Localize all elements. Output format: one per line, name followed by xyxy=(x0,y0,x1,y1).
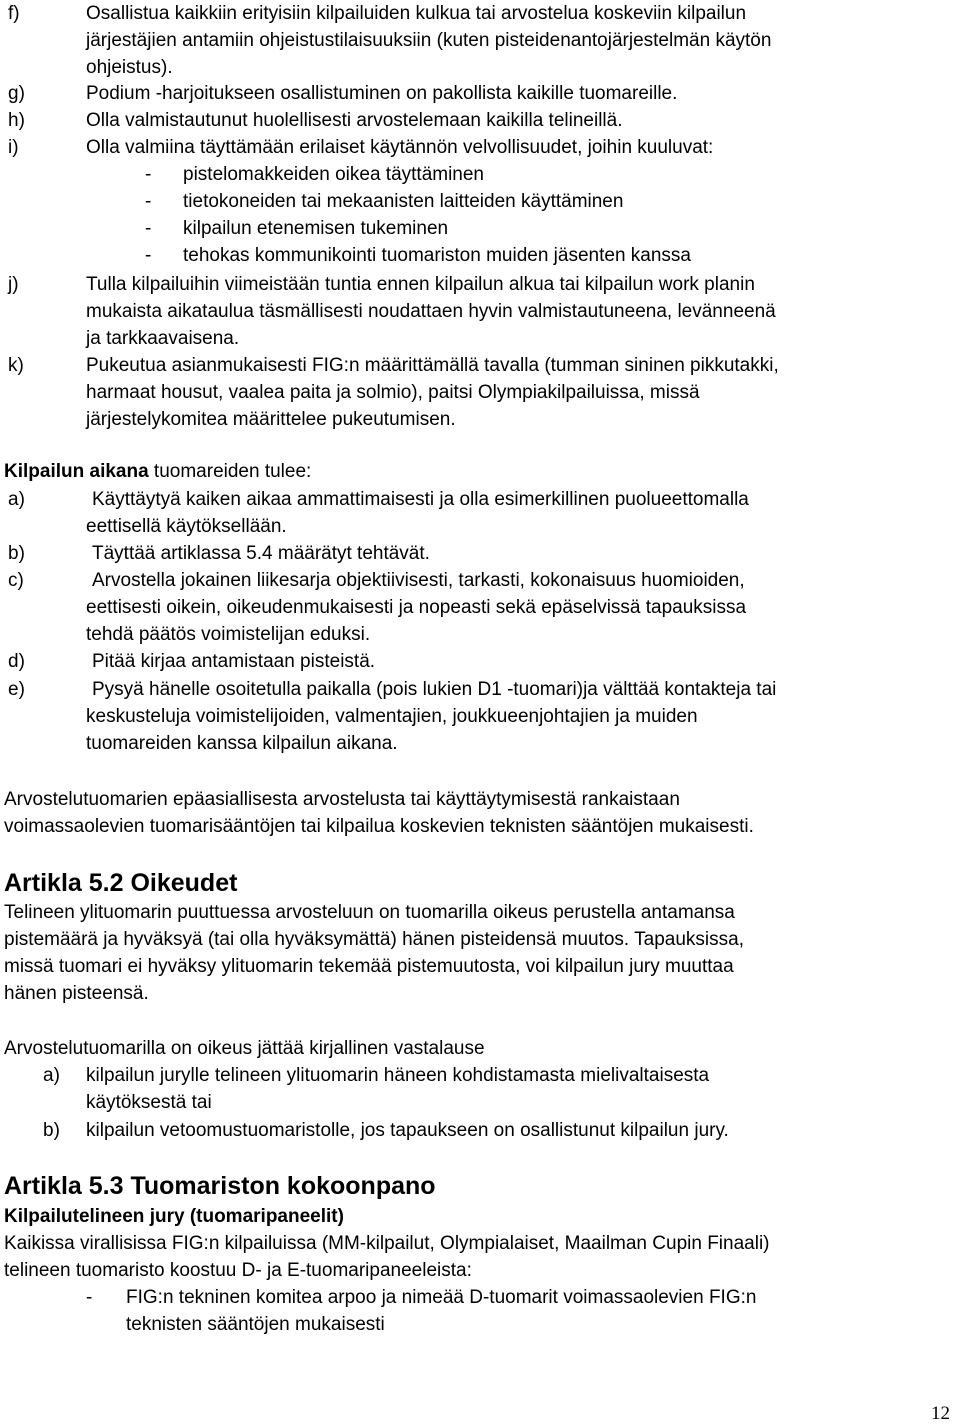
text-line: Pukeutua asianmukaisesti FIG:n määrittämällä tavalla (tumman sininen pikkutakki, xyxy=(86,355,779,376)
list-label: f) xyxy=(8,3,20,24)
text-line: kilpailun vetoomustuomaristolle, jos tapaukseen on osallistunut kilpailun jury. xyxy=(86,1120,729,1141)
text-line: ohjeistus). xyxy=(86,57,173,78)
text-line: pistemäärä ja hyväksyä (tai olla hyväksymättä) hänen pisteidensä muutos. Tapauksissa, xyxy=(4,929,744,950)
list-label: a) xyxy=(43,1065,60,1086)
text-line: harmaat housut, vaalea paita ja solmio), paitsi Olympiakilpailuissa, missä xyxy=(86,382,700,403)
text-line: Tulla kilpailuihin viimeistään tuntia ennen kilpailun alkua tai kilpailun work planin xyxy=(86,274,755,295)
list-label: k) xyxy=(8,355,24,376)
dash-bullet: - xyxy=(86,1287,93,1308)
list-label: i) xyxy=(8,137,19,158)
subheading: Kilpailutelineen jury (tuomaripaneelit) xyxy=(4,1206,344,1227)
text-line: tehdä päätös voimistelijan eduksi. xyxy=(86,624,371,645)
text-line: järjestäjien antamiin ohjeistustilaisuuksiin (kuten pisteidenantojärjestelmän käytön xyxy=(86,30,772,51)
text-line: ja tarkkaavaisena. xyxy=(86,328,240,349)
sub-item: tehokas kommunikointi tuomariston muiden jäsenten kanssa xyxy=(183,245,691,266)
text-line: Pitää kirjaa antamistaan pisteistä. xyxy=(92,651,376,672)
text-line: teknisten sääntöjen mukaisesti xyxy=(126,1314,385,1335)
text-line: telineen tuomaristo koostuu D- ja E-tuomaripaneeleista: xyxy=(4,1260,472,1281)
list-label: c) xyxy=(8,570,24,591)
list-label: a) xyxy=(8,489,25,510)
list-label: g) xyxy=(8,83,25,104)
intro-rest: tuomareiden tulee: xyxy=(148,461,312,482)
sub-item: pistelomakkeiden oikea täyttäminen xyxy=(183,164,485,185)
text-line: hänen pisteensä. xyxy=(4,983,149,1004)
list-label: j) xyxy=(8,274,19,295)
text-line: eettisesti oikein, oikeudenmukaisesti ja nopeasti sekä epäselvissä tapauksissa xyxy=(86,597,747,618)
text-line: Osallistua kaikkiin erityisiin kilpailuiden kulkua tai arvostelua koskeviin kilpailun xyxy=(86,3,747,24)
section-intro xyxy=(4,462,311,481)
dash-bullet: - xyxy=(145,245,152,266)
text-line: Telineen ylituomarin puuttuessa arvosteluun on tuomarilla oikeus perustella antamansa xyxy=(4,902,735,923)
text-line: voimassaolevien tuomarisääntöjen tai kilpailua koskevien teknisten sääntöjen mukaisesti. xyxy=(4,816,754,837)
protest-intro: Arvostelutuomarilla on oikeus jättää kirjallinen vastalause xyxy=(4,1038,485,1059)
text-line: Olla valmistautunut huolellisesti arvostelemaan kaikilla telineillä. xyxy=(86,110,623,131)
dash-bullet: - xyxy=(145,191,152,212)
text-line: Täyttää artiklassa 5.4 määrätyt tehtävät. xyxy=(92,543,430,564)
text-line: järjestelykomitea määrittelee pukeutumisen. xyxy=(86,409,456,430)
text-line: Podium -harjoitukseen osallistuminen on pakollista kaikille tuomareille. xyxy=(86,83,678,104)
text-line: missä tuomari ei hyväksy ylituomarin tekemää pistemuutosta, voi kilpailun jury muuttaa xyxy=(4,956,734,977)
text-line: mukaista aikataulua täsmällisesti noudattaen hyvin valmistautuneena, levänneenä xyxy=(86,301,776,322)
text-line: eettisellä käytöksellään. xyxy=(86,516,287,537)
list-label: e) xyxy=(8,679,25,700)
text-line: Olla valmiina täyttämään erilaiset käytännön velvollisuudet, joihin kuuluvat: xyxy=(86,137,714,158)
list-label: d) xyxy=(8,651,25,672)
text-line: käytöksestä tai xyxy=(86,1092,212,1113)
text-line: keskusteluja voimistelijoiden, valmentajien, joukkueenjohtajien ja muiden xyxy=(86,706,698,727)
section-heading-5-2: Artikla 5.2 Oikeudet xyxy=(4,869,238,897)
text-line: Pysyä hänelle osoitetulla paikalla (pois lukien D1 -tuomari)ja välttää kontakteja tai xyxy=(92,679,777,700)
sub-item: tietokoneiden tai mekaanisten laitteiden käyttäminen xyxy=(183,191,624,212)
list-label: b) xyxy=(43,1120,60,1141)
text-line: kilpailun jurylle telineen ylituomarin häneen kohdistamasta mielivaltaisesta xyxy=(86,1065,710,1086)
list-label: b) xyxy=(8,543,25,564)
list-label: h) xyxy=(8,110,25,131)
sub-item: kilpailun etenemisen tukeminen xyxy=(183,218,449,239)
page-number: 12 xyxy=(931,1403,950,1424)
text-line: FIG:n tekninen komitea arpoo ja nimeää D-tuomarit voimassaolevien FIG:n xyxy=(126,1287,757,1308)
text-line: Arvostella jokainen liikesarja objektiivisesti, tarkasti, kokonaisuus huomioiden, xyxy=(92,570,745,591)
text-line: Arvostelutuomarien epäasiallisesta arvostelusta tai käyttäytymisestä rankaistaan xyxy=(4,789,680,810)
intro-bold: Kilpailun aikana xyxy=(4,461,149,482)
dash-bullet: - xyxy=(145,164,152,185)
text-line: Käyttäytyä kaiken aikaa ammattimaisesti ja olla esimerkillinen puolueettomalla xyxy=(92,489,749,510)
text-line: Kaikissa virallisissa FIG:n kilpailuissa (MM-kilpailut, Olympialaiset, Maailman Cupin Finaali) xyxy=(4,1233,770,1254)
text-line: tuomareiden kanssa kilpailun aikana. xyxy=(86,733,398,754)
section-heading-5-3: Artikla 5.3 Tuomariston kokoonpano xyxy=(4,1172,436,1200)
dash-bullet: - xyxy=(145,218,152,239)
